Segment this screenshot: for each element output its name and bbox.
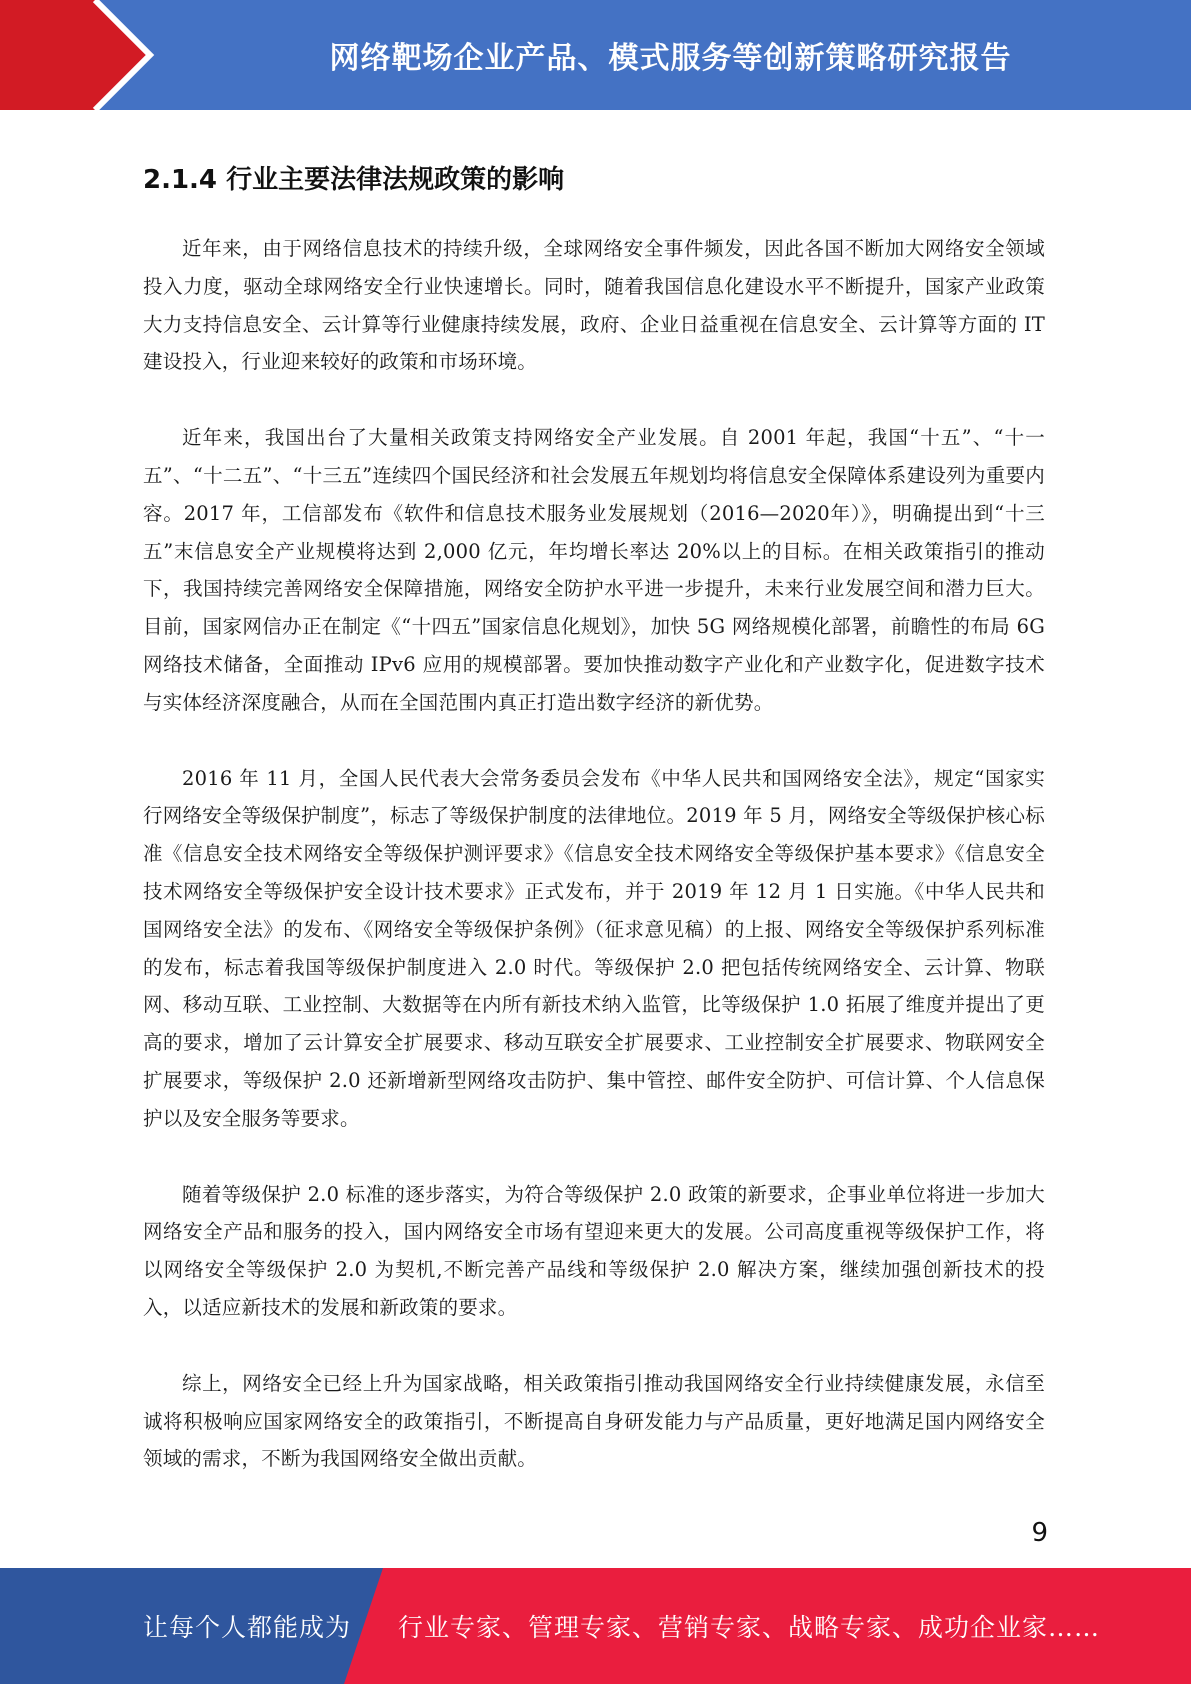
footer-slogan-right: 行业专家、管理专家、营销专家、战略专家、成功企业家……	[398, 1613, 1101, 1642]
footer-slogan-left: 让每个人都能成为	[143, 1613, 352, 1642]
paragraph: 随着等级保护 2.0 标准的逐步落实，为符合等级保护 2.0 政策的新要求，企事业单位将进一步加大网络安全产品和服务的投入，国内网络安全市场有望迎来更大的发展。公司高度重视等级保护工作，将以网络安全等级保护 2.0 为契机,不断完善产品线和等级保护 2.0 解决方案，继续加强创新技术的投入，以适应新技术的发展和新政策的要求。	[143, 1182, 1045, 1319]
paragraph: 近年来，由于网络信息技术的持续升级，全球网络安全事件频发，因此各国不断加大网络安全领域投入力度，驱动全球网络安全行业快速增长。同时，随着我国信息化建设水平不断提升，国家产业政策大力支持信息安全、云计算等行业健康持续发展，政府、企业日益重视在信息安全、云计算等方面的 IT 建设投入，行业迎来较好的政策和市场环境。	[143, 237, 1045, 374]
header-title: 网络靶场企业产品、模式服务等创新策略研究报告	[329, 41, 1012, 76]
paragraph: 2016 年 11 月，全国人民代表大会常务委员会发布《中华人民共和国网络安全法》，规定“国家实行网络安全等级保护制度”，标志了等级保护制度的法律地位。2019 年 5 月，网络安全等级保护核心标准《信息安全技术网络安全等级保护测评要求》《信息安全技术网络安全等级保护基本要求》《信息安全技术网络安全等级保护安全设计技术要求》正式发布，并于 2019 年 12 月 1 日实施。《中华人民共和国网络安全法》的发布、《网络安全等级保护条例》（征求意见稿）的上报、网络安全等级保护系列标准的发布，标志着我国等级保护制度进入 2.0 时代。等级保护 2.0 把包括传统网络安全、云计算、物联网、移动互联、工业控制、大数据等在内所有新技术纳入监管，比等级保护 1.0 拓展了维度并提出了更高的要求，增加了云计算安全扩展要求、移动互联安全扩展要求、工业控制安全扩展要求、物联网安全扩展要求，等级保护 2.0 还新增新型网络攻击防护、集中管控、邮件安全防护、可信计算、个人信息保护以及安全服务等要求。	[143, 766, 1045, 1130]
header-banner	[0, 0, 1191, 110]
document-body	[143, 160, 1045, 1516]
footer-banner	[0, 1568, 1191, 1684]
paragraph: 综上，网络安全已经上升为国家战略，相关政策指引推动我国网络安全行业持续健康发展，永信至诚将积极响应国家网络安全的政策指引，不断提高自身研发能力与产品质量，更好地满足国内网络安全领域的需求，不断为我国网络安全做出贡献。	[143, 1371, 1045, 1471]
page-number: 9	[1031, 1518, 1048, 1548]
section-title: 2.1.4 行业主要法律法规政策的影响	[143, 165, 565, 195]
paragraph: 近年来，我国出台了大量相关政策支持网络安全产业发展。自 2001 年起，我国“十五”、“十一五”、“十二五”、“十三五”连续四个国民经济和社会发展五年规划均将信息安全保障体系建设列为重要内容。2017 年，工信部发布《软件和信息技术服务业发展规划（2016—2020年）》，明确提出到“十三五”末信息安全产业规模将达到 2,000 亿元，年均增长率达 20%以上的目标。在相关政策指引的推动下，我国持续完善网络安全保障措施，网络安全防护水平进一步提升，未来行业发展空间和潜力巨大。目前，国家网信办正在制定《“十四五”国家信息化规划》，加快 5G 网络规模化部署，前瞻性的布局 6G 网络技术储备，全面推动 IPv6 应用的规模部署。要加快推动数字产业化和产业数字化，促进数字技术与实体经济深度融合，从而在全国范围内真正打造出数字经济的新优势。	[143, 426, 1045, 714]
